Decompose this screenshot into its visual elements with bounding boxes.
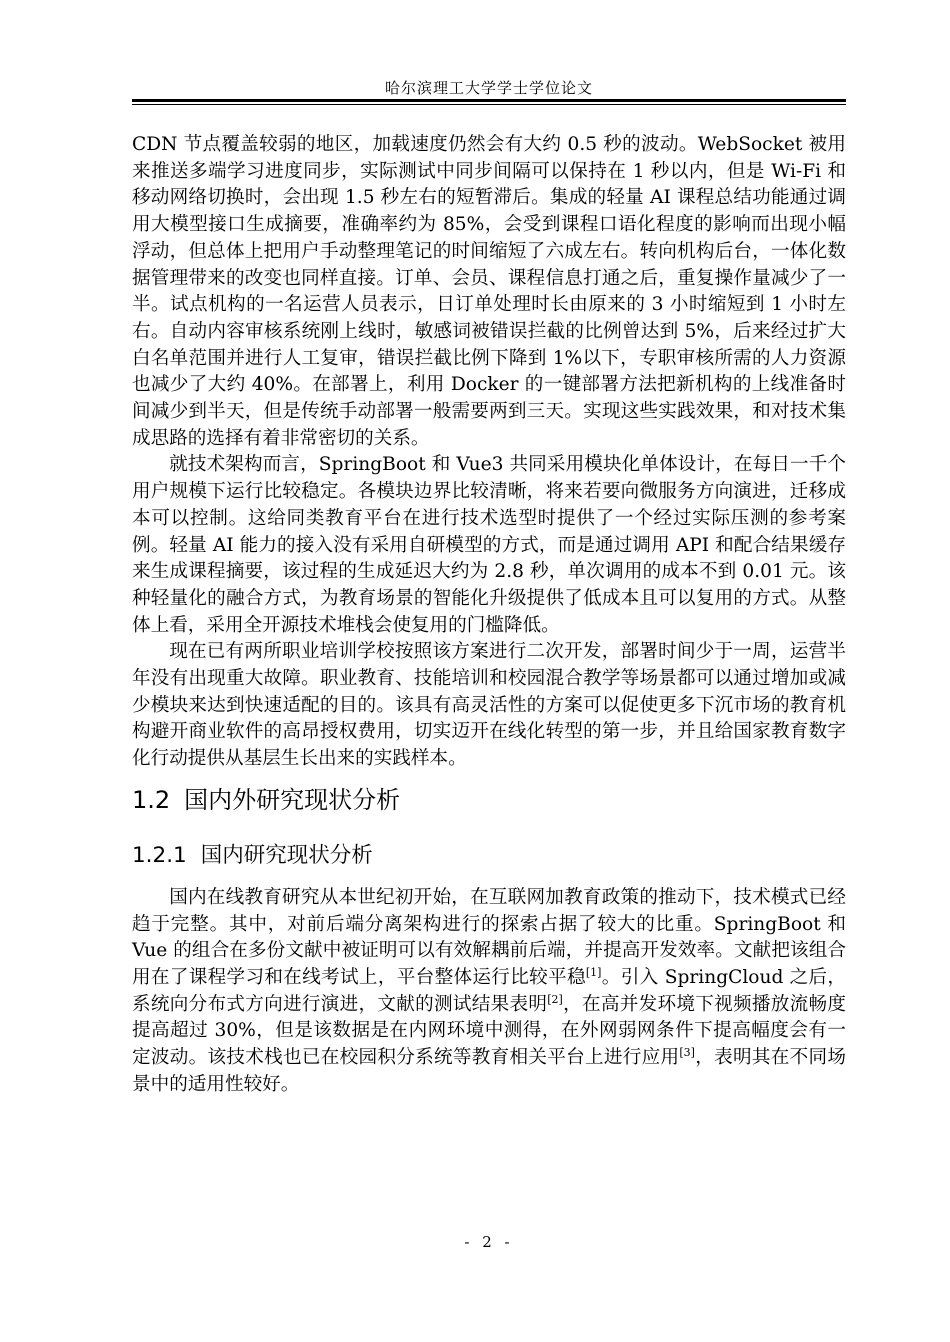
page-body <box>132 132 846 1099</box>
text-segment: ，在高并发环境下视频播放流畅度提高超过 30%，但是该数据是在内网环境中测得，在外网弱网条件下提高幅度会有一定波动。该技术栈也已在校园积分系统等教育相关平台上进行应用 <box>132 993 846 1069</box>
header-rule-thin <box>132 104 846 105</box>
header-rule-thick <box>132 99 846 102</box>
citation-ref: [2] <box>547 992 563 1006</box>
body-paragraph: 现在已有两所职业培训学校按照该方案进行二次开发，部署时间少于一周，运营半年没有出现重大故障。职业教育、技能培训和校园混合教学等场景都可以通过增加或减少模块来达到快速适配的目的。该具有高灵活性的方案可以促使更多下沉市场的教育机构避开商业软件的高昂授权费用，切实迈开在线化转型的第一步，并且给国家教育数字化行动提供从基层生长出来的实践样本。 <box>132 641 846 770</box>
subsection-number: 1.2.1 <box>132 842 187 868</box>
section-title: 国内外研究现状分析 <box>184 785 401 814</box>
text-segment: 。引入 SpringCloud 之后，系统向分布式方向进行演进，文献的测试结果表明 <box>132 966 846 1015</box>
subsection-heading <box>132 841 846 885</box>
text-segment: ，表明其在不同场景中的适用性较好。 <box>132 1047 846 1095</box>
citation-ref: [3] <box>679 1045 695 1059</box>
body-paragraph: 就技术架构而言，SpringBoot 和 Vue3 共同采用模块化单体设计，在每日一千个用户规模下运行比较稳定。各模块边界比较清晰，将来若要向微服务方向演进，迁移成本可以控制。这给同类教育平台在进行技术选型时提供了一个经过实际压测的参考案例。轻量 AI 能力的接入没有采用自研模型的方式，而是通过调用 API 和配合结果缓存来生成课程摘要，该过程的生成延迟大约为 2.8 秒，单次调用的成本不到 0.01 元。该种轻量化的融合方式，为教育场景的智能化升级提供了低成本且可以复用的方式。从整体上看，采用全开源技术堆栈会使复用的门槛降低。 <box>132 454 846 636</box>
section-heading <box>132 783 846 831</box>
body-paragraph: CDN 节点覆盖较弱的地区，加载速度仍然会有大约 0.5 秒的波动。WebSocket 被用来推送多端学习进度同步，实际测试中同步间隔可以保持在 1 秒以内，但是 Wi-Fi 和移动网络切换时，会出现 1.5 秒左右的短暂滞后。集成的轻量 AI 课程总结功能通过调用大模型接口生成摘要，准确率约为 85%，会受到课程口语化程度的影响而出现小幅浮动，但总体上把用户手动整理笔记的时间缩短了六成左右。转向机构后台，一体化数据管理带来的改变也同样直接。订单、会员、课程信息打通之后，重复操作量减少了一半。试点机构的一名运营人员表示，日订单处理时长由原来的 3 小时缩短到 1 小时左右。自动内容审核系统刚上线时，敏感词被错误拦截的比例曾达到 5%，后来经过扩大白名单范围并进行人工复审，错误拦截比例下降到 1%以下，专职审核所需的人力资源也减少了大约 40%。在部署上，利用 Docker 的一键部署方法把新机构的上线准备时间减少到半天，但是传统手动部署一般需要两到三天。实现这些实践效果，和对技术集成思路的选择有着非常密切的关系。 <box>132 134 846 449</box>
running-header: 哈尔滨理工大学学士学位论文 <box>384 79 593 97</box>
text-segment: 国内在线教育研究从本世纪初开始，在互联网加教育政策的推动下，技术模式已经趋于完整。其中，对前后端分离架构进行的探索占据了较大的比重。SpringBoot 和 Vue 的组合在多份文献中被证明可以有效解耦前后端，并提高开发效率。文献把该组合用在了课程学习和在线考试上，平台整体运行比较平稳 <box>132 886 846 988</box>
body-paragraph <box>132 885 846 1099</box>
section-number: 1.2 <box>132 785 171 814</box>
citation-ref: [1] <box>585 965 602 979</box>
subsection-title: 国内研究现状分析 <box>200 842 373 868</box>
page-number: - 2 - <box>464 1233 514 1251</box>
